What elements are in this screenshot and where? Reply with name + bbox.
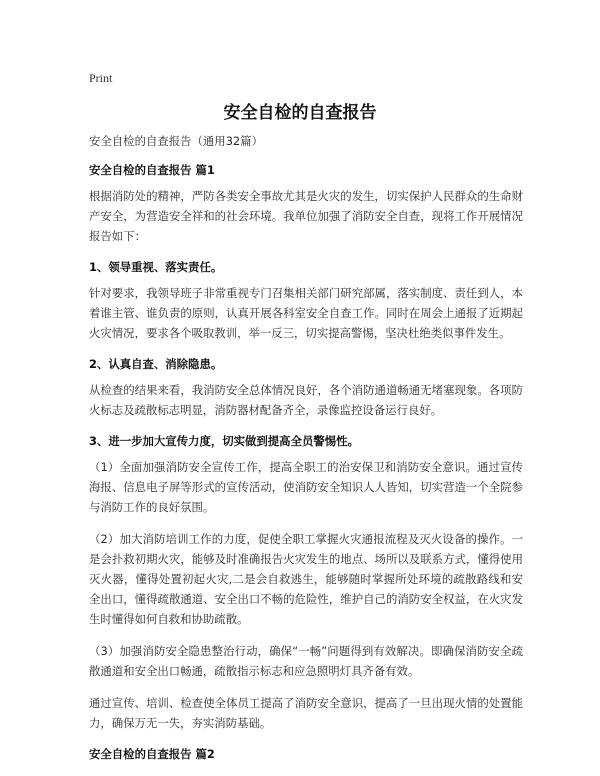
document-body <box>89 131 523 770</box>
section-1-paragraph: 针对要求，我领导班子非常重视专门召集相关部门研究部属，落实制度、责任到人，本着谁主管、谁负责的原则，认真开展各科室安全自查工作。同时在周会上通报了近期起火灾情况，要求各个吸取教训，举一反三，切实提高警惕，坚决杜绝类似事件发生。 <box>89 286 523 340</box>
print-link[interactable]: Print <box>89 71 113 85</box>
section-3-item-2: （2）加大消防培训工作的力度，促使全职工掌握火灾通报流程及灭火设备的操作。一是会扑救初期火灾，能够及时准确报告火灾发生的地点、场所以及联系方式，懂得使用灭火器，懂得处置初起火灾,二是会自救逃生，能够随时掌握所处环境的疏散路线和安全出口，懂得疏散通道、安全出口不畅的危险性，维护自己的消防安全权益，在火灾发生时懂得如何自救和协助疏散。 <box>89 532 523 626</box>
intro-paragraph: 根据消防处的精神，严防各类安全事故尤其是火灾的发生，切实保护人民群众的生命财产安全，为营造安全祥和的社会环境。我单位加强了消防安全自查，现将工作开展情况报告如下： <box>89 189 523 243</box>
section-3-item-1: （1）全面加强消防安全宣传工作，提高全职工的治安保卫和消防安全意识。通过宣传海报、信息电子屏等形式的宣传活动，使消防安全知识人人皆知，切实营造一个全院参与消防工作的良好氛围。 <box>89 460 523 514</box>
document-subtitle: 安全自检的自查报告（通用32篇） <box>89 134 263 148</box>
article-2-heading: 安全自检的自查报告 篇2 <box>89 747 215 761</box>
article-1-heading: 安全自检的自查报告 篇1 <box>89 163 215 177</box>
page-title: 安全自检的自查报告 <box>223 103 377 123</box>
section-3-item-3: （3）加强消防安全隐患整治行动，确保“一畅”问题得到有效解决。即确保消防安全疏散通道和安全出口畅通，疏散指示标志和应急照明灯具齐备有效。 <box>89 644 523 678</box>
section-2-paragraph: 从检查的结果来看，我消防安全总体情况良好，各个消防通道畅通无堵塞现象。各项防火标志及疏散标志明显，消防器材配备齐全，录像监控设备运行良好。 <box>89 383 523 417</box>
section-1-heading: 1、领导重视、落实责任。 <box>89 260 223 274</box>
conclusion-paragraph: 通过宣传、培训、检查使全体员工提高了消防安全意识，提高了一旦出现火情的处置能力，确保万无一失，夯实消防基础。 <box>89 696 523 730</box>
section-3-heading: 3、进一步加大宣传力度，切实做到提高全员警惕性。 <box>89 434 359 448</box>
section-2-heading: 2、认真自查、消除隐患。 <box>89 357 223 371</box>
